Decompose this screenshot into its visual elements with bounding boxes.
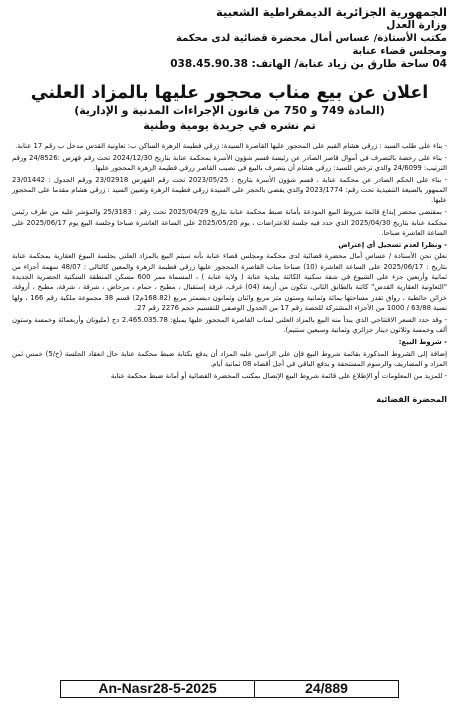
paragraph-payment-terms: إضافة إلى الشروط المذكورة بقائمة شروط البيع فإن على الراسي عليه المزاد أن يدفع بكتابة ضبط محكمة عنابة حال انعقاد الجلسة (خ/5) خمس ثمن المزاد و المصاريف والرسوم المستحقة و يدفع الباقي في أجل أقصاه 08 ثمانية أيام. bbox=[12, 349, 447, 368]
notice-publication-note: تم نشره في جريدة يومية وطنية bbox=[143, 119, 316, 132]
publication-date: An-Nasr28-5-2025 bbox=[61, 681, 255, 697]
notice-title: اعلان عن بيع مناب محجور عليها بالمزاد العلني bbox=[30, 83, 429, 103]
header-court: ومجلس قضاء عنابة bbox=[352, 46, 447, 57]
publication-footer bbox=[60, 680, 399, 698]
header-office: مكتب الأستاذة/ عساس أمال محضرة قضائية لدى محكمة bbox=[175, 33, 447, 44]
header-republic: الجمهورية الجزائرية الديمقراطية الشعبية bbox=[215, 5, 447, 19]
office-header bbox=[0, 0, 459, 71]
notice-body bbox=[0, 141, 459, 381]
paragraph-request: - بناء على طلب السيد : زرقي هشام القيم على المحجور عليها القاصرة السيدة: زرقي فطيمة الزهرة الساكن ب: تعاونية القدس مدخل ب رقم 17 عنابة. bbox=[15, 142, 447, 150]
header-ministry: وزارة العدل bbox=[386, 19, 447, 31]
paragraph-authorization: - بناء على رخصة بالتصرف في أموال قاصر الصادر عن رئيسة قسم شؤون الأسرة بمحكمة عنابة بتاريخ 2024/12/30 تحت رقم فهرس :24/8526 ورقم الترتيب: 24/6099 والذي ترخص للسيد: زرقي هشام أن يتصرف بالبيع في نصيب القاصر زرقي فطيمة الزهرة المحجور عليها. bbox=[12, 153, 447, 173]
paragraph-no-objection: - ونظرا لعدم تسجيل أي إعتراض bbox=[338, 240, 447, 249]
paragraph-conditions-deposit: - بمقتضى محضر إيداع قائمة شروط البيع المودعة بأمانة ضبط محكمة عنابة بتاريخ 2025/04/29 تحت رقم : 25/3183 والمؤشر عليه من طرف رئيس محكمة عنابة بتاريخ 2025/04/30 الذي حدد فيه جلسة للاعتراضات ، يوم 2025/05/20 على الساعة العاشرة صباحا وجلسة البيع يوم 2025/06/17 على الساعة العاشرة صباحا. bbox=[12, 208, 448, 237]
notice-legal-reference: (المادة 749 و 750 من قانون الإجراءات المدنية و الإدارية) bbox=[74, 104, 385, 117]
paragraph-opening-price: - وقد حدد السعر الافتتاحي الذي يبدأ منه البيع بالمزاد العلني لمناب القاصرة المحجور عليها بمبلغ: 2.465.035.78 دج (مليونان وأربعمائة وخمسة وستون ألف وخمسة وثلاثون دينار جزائري وثمانية وسبعين سنتيم). bbox=[12, 315, 447, 335]
paragraph-judgment: - بناء على الحكم الصادر عن محكمة عنابة ، قسم شؤون الأسرة بتاريخ : 2023/05/25 تحت رقم الفهرس 23/02918 ورقم الجدول : 23/01442 الممهور بالصيغة التنفيذية تحت رقم: 2023/1774 والذي يقضي بالحجر على السيدة زرقي فطيمة الزهرة وتعيين السيد : زرقي هشام مقدما على المحجور عليها. bbox=[12, 175, 447, 205]
signature-label: المحضرة القضائية bbox=[376, 395, 447, 405]
header-address-phone: 04 ساحة طارق بن زياد عنابة/ الهاتف: 038.45.90.38 bbox=[170, 58, 447, 70]
paragraph-sale-announcement: نعلن نحن الأستاذة / عساس أمال محضرة قضائية لدى محكمة ومجلس قضاء عنابة بأنه سيتم البيع بالمزاد العلني بجلسة البيوع العقارية بمحكمة عنابة بتاريخ : 2025/06/17 على الساعة العاشرة (10) صباحا مناب القاصرة المحجور عليها زرقي فطيمة الزهرة والمعين كالتالي : 48/07 سهمة أجزاء من ثمانية وأربعين جزء على الشيوع في شقة سكنية الكائنة ببلدية عنابة ( ولاية عنابة ) ، المسماة ممر 600 مسكن المنطقة السكنية الحضرية الجديدة "التعاونية العقارية القدس" كائنة بالطابق الثاني، تتكون من أربعة (04) غرف، غرفة إستقبال ، مطبخ ، حمام ، مرحاض ، شرفة ، شرفة، مطبخ ، أروقة، خزائن حائطية ، رواق تقدر مساحتها بمائة وثمانية وستون متر مربع واثنان وثمانون ديسمتر مربع (168.82م2) قسم 38 مجموعة ملكية رقم 166 ، ولها نسبة 63/88 / 1000 من الأجزاء المشتركة للحصة رقم 17 من الجدول الوصفي للتقسيم حجم 2276 رقم 27. bbox=[12, 252, 448, 312]
paragraph-more-info: - للمزيد من المعلومات أو الإطلاع على قائمة شروط البيع الإتصال بمكتب المحضرة القضائية أو أمانة ضبط محكمة عنابة bbox=[110, 371, 447, 380]
paragraph-sale-terms-heading: - شروط البيع: bbox=[398, 337, 447, 346]
reference-number: 24/889 bbox=[305, 680, 348, 696]
